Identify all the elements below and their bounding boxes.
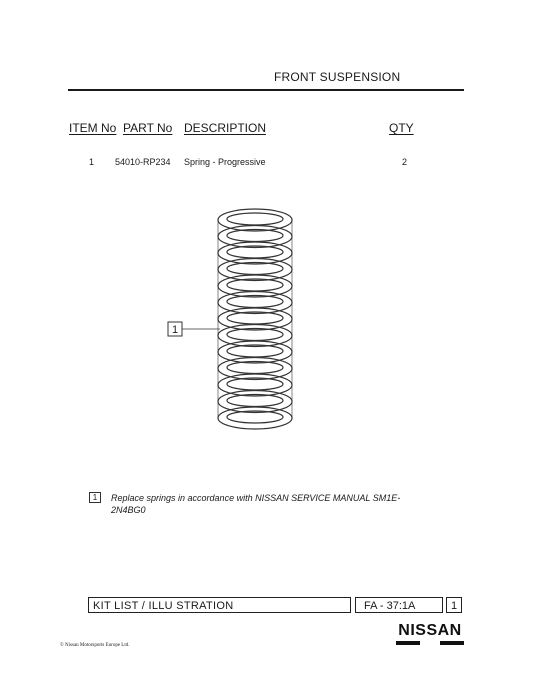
- logo-text: NISSAN: [398, 622, 462, 639]
- spring-coil: [218, 325, 292, 347]
- row-qty: 2: [402, 157, 408, 167]
- note-text: Replace springs in accordance with NISSAN SERVICE MANUAL SM1E-2N4BG0: [111, 493, 401, 515]
- spring-coil: [218, 341, 292, 363]
- spring-coil: [218, 292, 292, 314]
- nissan-logo: [396, 622, 464, 645]
- row-description: Spring - Progressive: [184, 157, 266, 167]
- spring-illustration: [150, 198, 310, 438]
- spring-coil: [218, 226, 292, 248]
- header-qty: QTY: [389, 121, 414, 135]
- header-part-no: PART No: [123, 121, 173, 135]
- copyright: © Nissan Motorsports Europe Ltd.: [60, 643, 130, 648]
- spring-coil: [218, 209, 292, 231]
- spring-coil: [218, 391, 292, 413]
- page-number: 1: [446, 597, 462, 613]
- spring-coil: [218, 242, 292, 264]
- logo-bar: [396, 641, 464, 645]
- row-item-no: 1: [89, 157, 95, 167]
- callout-label: 1: [171, 324, 179, 336]
- spring-coil: [218, 407, 292, 429]
- note-marker: 1: [89, 492, 101, 503]
- reference-number: FA - 37:1A: [355, 597, 443, 613]
- spring-coil: [218, 358, 292, 380]
- header-description: DESCRIPTION: [184, 121, 267, 135]
- row-part-no: 54010-RP234: [115, 157, 171, 167]
- section-title: FRONT SUSPENSION: [274, 70, 401, 84]
- spring-coil: [218, 275, 292, 297]
- spring-coil: [218, 259, 292, 281]
- spring-coil: [218, 308, 292, 330]
- spring-coil-inner: [227, 213, 283, 225]
- title-rule: [68, 89, 464, 91]
- header-item-no: ITEM No: [69, 121, 117, 135]
- spring-coil: [218, 374, 292, 396]
- kit-list-label: KIT LIST / ILLU STRATION: [88, 597, 351, 613]
